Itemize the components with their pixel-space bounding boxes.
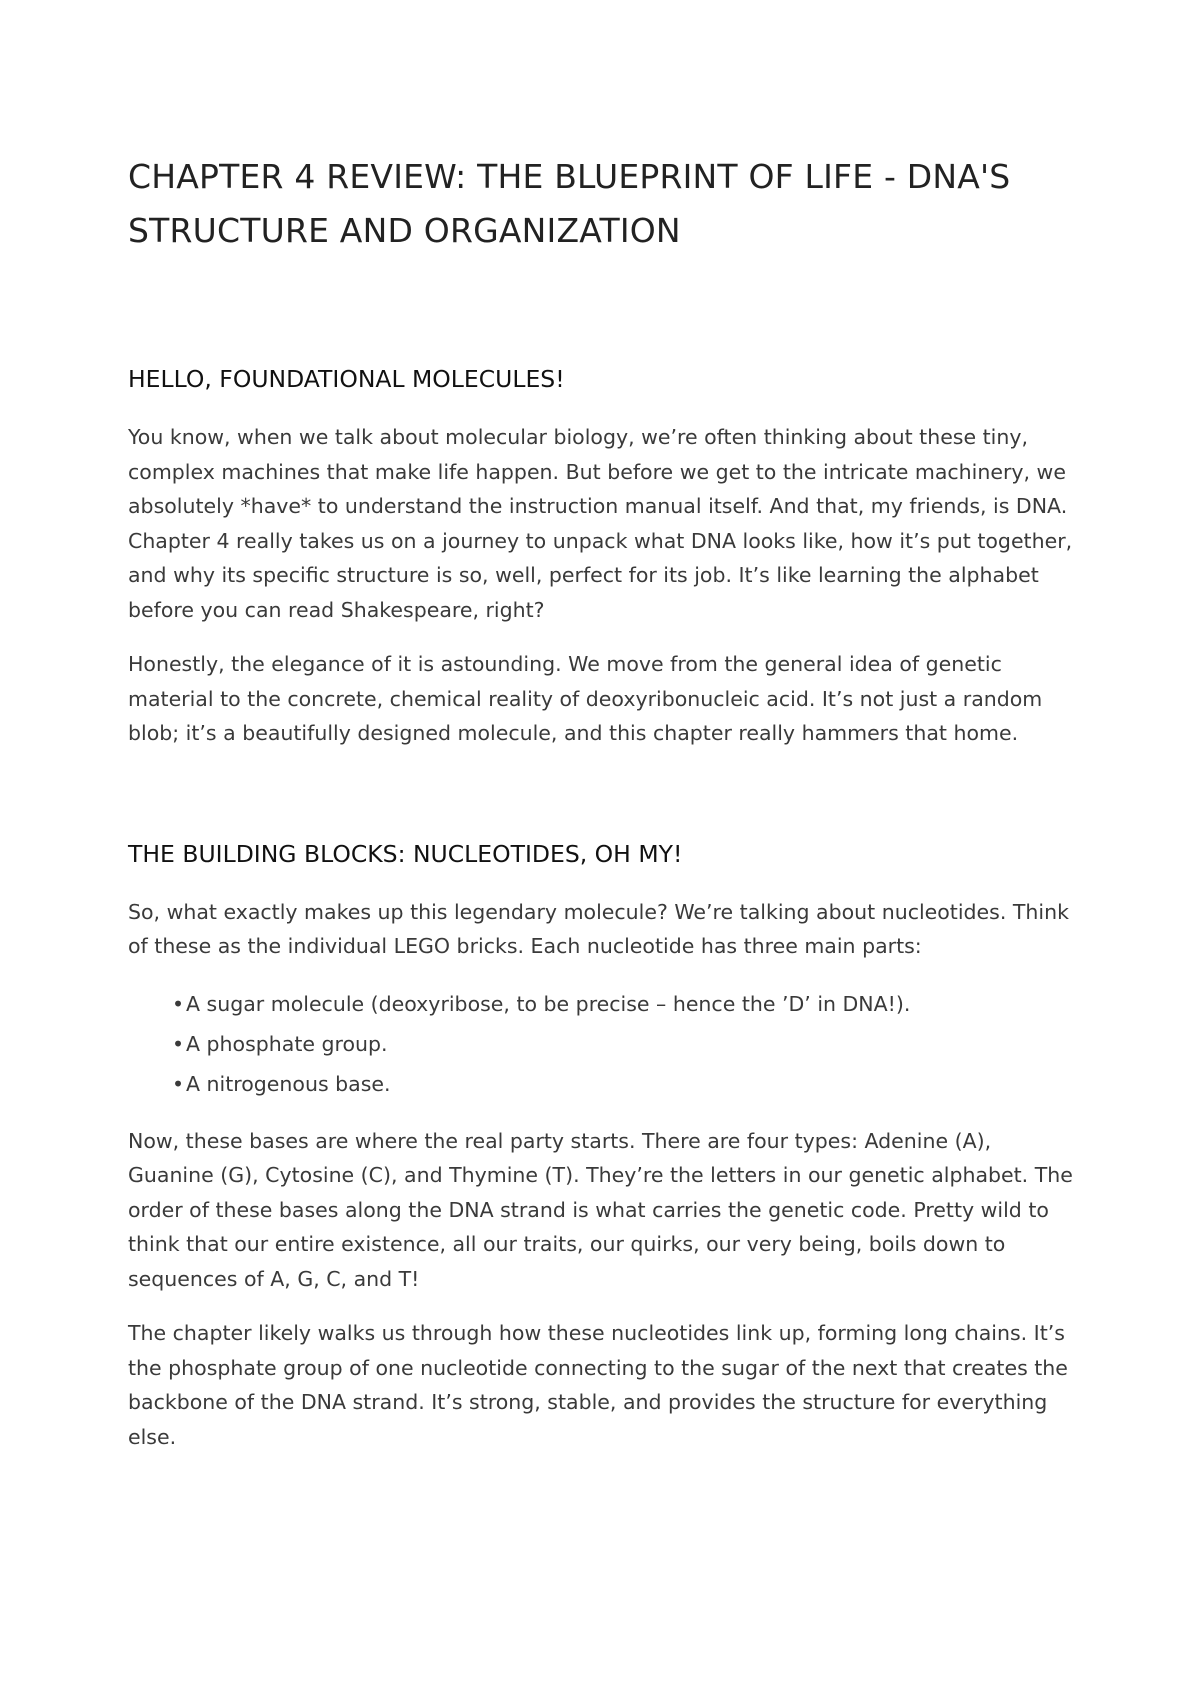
list-item-text: A nitrogenous base. — [186, 1071, 391, 1096]
nucleotide-parts-list — [128, 984, 1080, 1104]
section-heading-building-blocks: THE BUILDING BLOCKS: NUCLEOTIDES, OH MY! — [128, 839, 683, 868]
list-item — [172, 1064, 1080, 1104]
bullet-glyph: • — [172, 1071, 185, 1096]
list-item-text: A phosphate group. — [186, 1031, 388, 1056]
paragraph-intro-dna: You know, when we talk about molecular biology, we’re often thinking about these tiny, complex machines that make life happen. But before we get to the intricate machinery, we absolutely *have* to understand the instruction manual itself. And that, my friends, is DNA. Chapter 4 really takes us on a journey to unpack what DNA looks like, how it’s put together, and why its specific structure is so, well, perfect for its job. It’s like learning the alphabet before you can read Shakespeare, right? — [128, 425, 1073, 622]
section-heading-foundational-molecules: HELLO, FOUNDATIONAL MOLECULES! — [128, 365, 565, 393]
paragraph-bases: Now, these bases are where the real party starts. There are four types: Adenine (A), Guanine (G), Cytosine (C), and Thymine (T). They’re the letters in our genetic alphabet. The order of these bases along the DNA strand is what carries the genetic code. Pretty wild to think that our entire existence, all our traits, our quirks, our very being, boils down to sequences of A, G, C, and T! — [128, 1128, 1073, 1291]
list-item — [172, 984, 1080, 1024]
paragraph-elegance: Honestly, the elegance of it is astounding. We move from the general idea of genetic material to the concrete, chemical reality of deoxyribonucleic acid. It’s not just a random blob; it’s a beautifully designed molecule, and this chapter really hammers that home. — [128, 652, 1043, 745]
list-item-text: A sugar molecule (deoxyribose, to be precise – hence the ’D’ in DNA!). — [186, 991, 911, 1016]
document-title: CHAPTER 4 REVIEW: THE BLUEPRINT OF LIFE - DNA'S STRUCTURE AND ORGANIZATION — [128, 157, 1011, 250]
paragraph-backbone: The chapter likely walks us through how these nucleotides link up, forming long chains. It’s the phosphate group of one nucleotide connecting to the sugar of the next that creates the backbone of the DNA strand. It’s strong, stable, and provides the structure for everything else. — [128, 1321, 1068, 1449]
list-item — [172, 1024, 1080, 1064]
bullet-glyph: • — [172, 1031, 185, 1056]
paragraph-nucleotides-intro: So, what exactly makes up this legendary molecule? We’re talking about nucleotides. Think of these as the individual LEGO bricks. Each nucleotide has three main parts: — [128, 899, 1069, 958]
bullet-glyph: • — [172, 991, 185, 1016]
